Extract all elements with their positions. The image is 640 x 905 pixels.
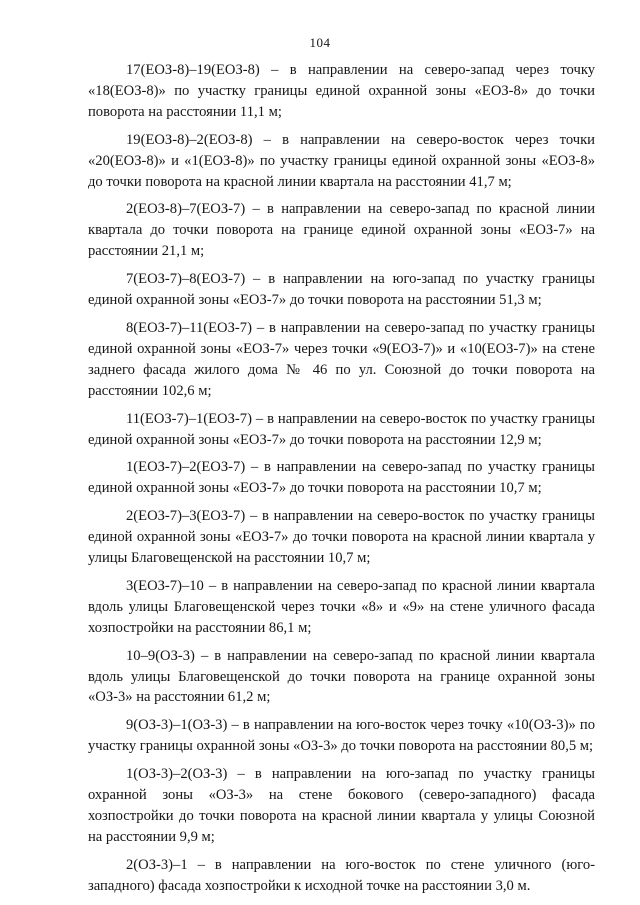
boundary-segment-paragraph: 8(ЕОЗ-7)–11(ЕОЗ-7) – в направлении на северо-запад по участку границы единой охранной зоны «ЕОЗ-7» через точки «9(ЕОЗ-7)» и «10(ЕОЗ-7)» на стене заднего фасада жилого дома № 46 по ул. Союзной до точки поворота на расстоянии 102,6 м; [88,319,595,399]
boundary-segment-paragraph: 1(ЕОЗ-7)–2(ЕОЗ-7) – в направлении на северо-запад по участку границы единой охранной зоны «ЕОЗ-7» до точки поворота на расстоянии 10,7 м; [88,459,595,497]
boundary-segment-paragraph: 2(ЕОЗ-8)–7(ЕОЗ-7) – в направлении на северо-запад по красной линии квартала до точки поворота на границе единой охранной зоны «ЕОЗ-7» на расстоянии 21,1 м; [88,201,595,260]
boundary-segment-paragraph: 2(ЕОЗ-7)–3(ЕОЗ-7) – в направлении на северо-восток по участку границы единой охранной зоны «ЕОЗ-7» до точки поворота на красной линии квартала у улицы Благовещенской на расстоянии 10,7 м; [88,508,595,567]
boundary-segment-paragraph: 3(ЕОЗ-7)–10 – в направлении на северо-запад по красной линии квартала вдоль улицы Благовещенской через точки «8» и «9» на стене уличного фасада хозпостройки на расстоянии 86,1 м; [88,577,595,636]
boundary-segment-paragraph: 11(ЕОЗ-7)–1(ЕОЗ-7) – в направлении на северо-восток по участку границы единой охранной зоны «ЕОЗ-7» до точки поворота на расстоянии 12,9 м; [88,410,595,448]
document-body [88,60,595,904]
boundary-segment-paragraph: 19(ЕОЗ-8)–2(ЕОЗ-8) – в направлении на северо-восток через точки «20(ЕОЗ-8)» и «1(ЕОЗ-8)» по участку границы единой охранной зоны «ЕОЗ-8» до точки поворота на красной линии квартала на расстоянии 41,7 м; [88,131,595,190]
boundary-segment-paragraph: 9(ОЗ-3)–1(ОЗ-3) – в направлении на юго-восток через точку «10(ОЗ-3)» по участку границы охранной зоны «ОЗ-3» до точки поворота на расстоянии 80,5 м; [88,717,595,755]
page-number: 104 [309,35,331,50]
boundary-segment-paragraph: 10–9(ОЗ-3) – в направлении на северо-запад по красной линии квартала вдоль улицы Благовещенской до точки поворота на границе охранной зоны «ОЗ-3» на расстоянии 61,2 м; [88,647,595,706]
boundary-segment-paragraph: 17(ЕОЗ-8)–19(ЕОЗ-8) – в направлении на северо-запад через точку «18(ЕОЗ-8)» по участку границы единой охранной зоны «ЕОЗ-8» до точки поворота на расстоянии 11,1 м; [88,62,595,120]
boundary-segment-paragraph: 1(ОЗ-3)–2(ОЗ-3) – в направлении на юго-запад по участку границы охранной зоны «ОЗ-3» на стене бокового (северо-западного) фасада хозпостройки до точки поворота на красной линии квартала у улицы Союзной на расстоянии 9,9 м; [88,766,595,845]
boundary-segment-paragraph: 2(ОЗ-3)–1 – в направлении на юго-восток по стене уличного (юго-западного) фасада хозпостройки к исходной точке на расстоянии 3,0 м. [88,856,595,894]
boundary-segment-paragraph: 7(ЕОЗ-7)–8(ЕОЗ-7) – в направлении на юго-запад по участку границы единой охранной зоны «ЕОЗ-7» до точки поворота на расстоянии 51,3 м; [88,271,595,309]
